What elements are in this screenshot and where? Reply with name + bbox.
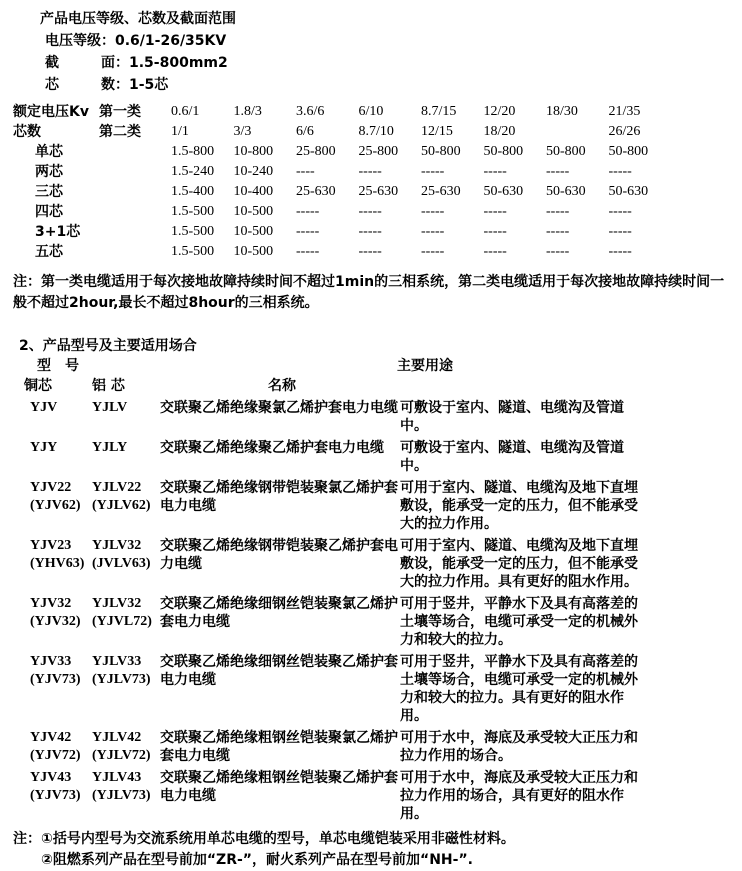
copper-model: YJV22 — [30, 480, 72, 495]
vt-cell: ----- — [483, 204, 507, 219]
vt-cell: ----- — [421, 164, 445, 179]
model-table-row — [0, 537, 742, 591]
aluminum-model: YJLV32 — [92, 596, 142, 611]
vt-cell: 6/10 — [358, 104, 384, 119]
header-name: 名称 — [268, 378, 296, 394]
aluminum-model-cell — [92, 729, 160, 765]
vt-row-label: 3+1芯 — [35, 224, 81, 240]
copper-model-cell — [30, 537, 92, 573]
vt-row-label: 两芯 — [35, 164, 63, 180]
copper-model: YJV23 — [30, 538, 72, 553]
vt-cell: 1.5-500 — [171, 204, 215, 219]
header-copper-core: 铜芯 — [24, 378, 52, 394]
vt-cell: ----- — [421, 244, 445, 259]
aluminum-model-variant: (YJLV72) — [92, 748, 151, 763]
vt-cell: 1.8/3 — [233, 104, 262, 119]
copper-model-cell — [30, 399, 92, 417]
aluminum-model-variant: (JVLV63) — [92, 556, 151, 571]
vt-class-label: 第二类 — [99, 124, 141, 140]
vt-cell: 25-800 — [358, 144, 399, 159]
vt-cell: ----- — [421, 204, 445, 219]
vt-cell: 21/35 — [608, 104, 641, 119]
product-name: 交联聚乙烯绝缘细钢丝铠装聚乙烯护套电力电缆 — [160, 654, 398, 688]
voltage-table — [0, 102, 742, 262]
vt-cell: 0.6/1 — [171, 104, 200, 119]
product-name: 交联聚乙烯绝缘细钢丝铠装聚氯乙烯护套电力电缆 — [160, 596, 398, 630]
vt-cell: ----- — [421, 224, 445, 239]
copper-model-cell — [30, 439, 92, 457]
header-model: 型 号 — [37, 358, 79, 374]
vt-cell: 10-500 — [233, 244, 274, 259]
aluminum-model: YJLV33 — [92, 654, 142, 669]
aluminum-model-variant: (YJLV62) — [92, 498, 151, 513]
footnote-item: ①括号内型号为交流系统用单芯电缆的型号，单芯电缆铠装采用非磁性材料。 — [41, 831, 515, 847]
copper-model-variant: (YHV63) — [30, 556, 85, 571]
voltage-table-row — [0, 222, 742, 242]
vt-cell: 50-630 — [483, 184, 524, 199]
vt-cell: 25-630 — [421, 184, 461, 199]
model-table-subheader — [0, 376, 742, 396]
copper-model-variant: (YJV32) — [30, 614, 81, 629]
model-table-row — [0, 653, 742, 725]
vt-cell: ----- — [546, 204, 570, 219]
product-name: 交联聚乙烯绝缘粗钢丝铠装聚乙烯护套电力电缆 — [160, 770, 398, 804]
vt-cell: ----- — [296, 224, 320, 239]
footnote-items — [41, 829, 515, 871]
copper-model-variant: (YJV73) — [30, 788, 81, 803]
main-use: 可用于竖井，平静水下及具有高落差的土壤等场合，电缆可承受一定的机械外力和较大的拉力。 — [400, 596, 638, 648]
copper-model: YJV33 — [30, 654, 72, 669]
aluminum-model-variant: (YJLV73) — [92, 788, 151, 803]
vt-cell: 1.5-240 — [171, 164, 215, 179]
vt-cell: ----- — [608, 204, 632, 219]
copper-model-variant: (YJV73) — [30, 672, 81, 687]
aluminum-model-cell — [92, 439, 160, 457]
class-note: 注：第一类电缆适用于每次接地故障持续时间不超过1min的三相系统，第二类电缆适用于每次接地故障持续时间一般不超过2hour,最长不超过8hour的三相系统。 — [13, 274, 725, 311]
aluminum-model-cell — [92, 653, 160, 689]
section1-title: 产品电压等级、芯数及截面范围 — [40, 11, 236, 27]
aluminum-model-variant: (YJVL72) — [92, 614, 152, 629]
model-table — [0, 399, 742, 823]
main-use: 可用于室内、隧道、电缆沟及地下直埋敷设，能承受一定的压力，但不能承受大的拉力作用。 — [400, 480, 638, 532]
main-use: 可用于水中，海底及承受较大正压力和拉力作用的场合，具有更好的阻水作用。 — [400, 770, 638, 822]
voltage-table-row — [0, 122, 742, 142]
model-table-row — [0, 399, 742, 435]
vt-row-label: 芯数 — [13, 124, 41, 140]
model-table-row — [0, 439, 742, 475]
voltage-table-row — [0, 162, 742, 182]
vt-row-label: 四芯 — [35, 204, 63, 220]
voltage-table-row — [0, 242, 742, 262]
vt-cell: 3.6/6 — [296, 104, 325, 119]
copper-model-variant: (YJV62) — [30, 498, 81, 513]
vt-row-label: 单芯 — [35, 144, 63, 160]
vt-cell: 1.5-400 — [171, 184, 215, 199]
copper-model-cell — [30, 653, 92, 689]
copper-model-cell — [30, 769, 92, 805]
main-use: 可用于室内、隧道、电缆沟及地下直埋敷设，能承受一定的压力，但不能承受大的拉力作用。具有更好的阻水作用。 — [400, 538, 638, 590]
spec-line: 截 面：1.5-800mm2 — [45, 55, 228, 71]
vt-cell: 10-800 — [233, 144, 274, 159]
vt-cell: 3/3 — [233, 124, 252, 139]
main-use: 可敷设于室内、隧道、电缆沟及管道中。 — [400, 400, 624, 434]
vt-cell: ----- — [358, 204, 382, 219]
aluminum-model: YJLV — [92, 400, 128, 415]
vt-row-label: 三芯 — [35, 184, 63, 200]
vt-cell: 1.5-500 — [171, 224, 215, 239]
vt-cell: ----- — [296, 244, 320, 259]
vt-cell: 12/15 — [421, 124, 453, 139]
vt-cell: 10-500 — [233, 204, 274, 219]
aluminum-model-variant: (YJLV73) — [92, 672, 151, 687]
header-aluminum-core: 铝 芯 — [92, 378, 125, 394]
copper-model: YJV32 — [30, 596, 72, 611]
vt-cell: 26/26 — [608, 124, 641, 139]
vt-cell: 18/20 — [483, 124, 516, 139]
vt-cell: 10-240 — [233, 164, 274, 179]
aluminum-model: YJLV42 — [92, 730, 142, 745]
model-table-row — [0, 729, 742, 765]
vt-cell: ----- — [483, 224, 507, 239]
vt-cell: 10-400 — [233, 184, 274, 199]
vt-cell: 8.7/15 — [421, 104, 457, 119]
vt-cell: ----- — [608, 164, 632, 179]
vt-row-label: 五芯 — [35, 244, 63, 260]
aluminum-model-cell — [92, 769, 160, 805]
spec-lines — [45, 30, 742, 96]
vt-cell: ----- — [546, 164, 570, 179]
copper-model: YJV — [30, 400, 58, 415]
vt-cell: ---- — [296, 164, 315, 179]
vt-row-label: 额定电压Kv — [13, 104, 89, 120]
vt-cell: 25-630 — [358, 184, 399, 199]
vt-cell: 10-500 — [233, 224, 274, 239]
vt-cell: ----- — [483, 244, 507, 259]
vt-cell: 50-800 — [608, 144, 649, 159]
footnote-item: ②阻燃系列产品在型号前加“ZR-”，耐火系列产品在型号前加“NH-”. — [41, 852, 473, 868]
header-main-use: 主要用途 — [397, 358, 453, 374]
section2-title: 2、产品型号及主要适用场合 — [19, 338, 197, 354]
vt-cell: 25-800 — [296, 144, 336, 159]
vt-cell: ----- — [358, 164, 382, 179]
main-use: 可敷设于室内、隧道、电缆沟及管道中。 — [400, 440, 624, 474]
product-name: 交联聚乙烯绝缘聚乙烯护套电力电缆 — [160, 440, 384, 456]
copper-model: YJV43 — [30, 770, 72, 785]
vt-cell: ----- — [358, 224, 382, 239]
vt-cell: 8.7/10 — [358, 124, 394, 139]
voltage-table-row — [0, 102, 742, 122]
main-use: 可用于水中，海底及承受较大正压力和拉力作用的场合。 — [400, 730, 638, 764]
copper-model-cell — [30, 729, 92, 765]
main-use: 可用于竖井，平静水下及具有高落差的土壤等场合，电缆可承受一定的机械外力和较大的拉力。具有更好的阻水作用。 — [400, 654, 638, 724]
model-table-row — [0, 769, 742, 823]
aluminum-model: YJLV43 — [92, 770, 142, 785]
vt-cell: 50-630 — [546, 184, 586, 199]
vt-cell: 50-800 — [483, 144, 524, 159]
spec-line: 芯 数：1-5芯 — [45, 77, 169, 93]
spec-line: 电压等级：0.6/1-26/35KV — [45, 33, 227, 49]
vt-cell: ----- — [296, 204, 320, 219]
aluminum-model: YJLV32 — [92, 538, 142, 553]
vt-cell: 1/1 — [171, 124, 189, 139]
product-name: 交联聚乙烯绝缘聚氯乙烯护套电力电缆 — [160, 400, 398, 416]
vt-cell: 6/6 — [296, 124, 314, 139]
aluminum-model: YJLV22 — [92, 480, 142, 495]
vt-cell: ----- — [483, 164, 507, 179]
copper-model-variant: (YJV72) — [30, 748, 81, 763]
vt-cell: ----- — [608, 224, 632, 239]
vt-cell: ----- — [546, 244, 570, 259]
vt-cell: ----- — [546, 224, 570, 239]
voltage-table-row — [0, 142, 742, 162]
copper-model-cell — [30, 595, 92, 631]
copper-model: YJY — [30, 440, 58, 455]
vt-cell: 1.5-500 — [171, 244, 215, 259]
vt-cell: 18/30 — [546, 104, 578, 119]
product-name: 交联聚乙烯绝缘钢带铠装聚氯乙烯护套电力电缆 — [160, 480, 398, 514]
aluminum-model: YJLY — [92, 440, 128, 455]
header-spacer — [402, 376, 742, 396]
vt-cell: 25-630 — [296, 184, 336, 199]
vt-cell: ----- — [358, 244, 382, 259]
vt-cell: ----- — [608, 244, 632, 259]
vt-class-label: 第一类 — [99, 104, 141, 120]
model-table-row — [0, 595, 742, 649]
vt-cell: 1.5-800 — [171, 144, 215, 159]
model-table-row — [0, 479, 742, 533]
vt-cell: 50-630 — [608, 184, 649, 199]
footnote-prefix: 注： — [13, 831, 41, 847]
footnotes — [13, 829, 742, 871]
vt-cell: 50-800 — [421, 144, 461, 159]
aluminum-model-cell — [92, 479, 160, 515]
copper-model-cell — [30, 479, 92, 515]
copper-model: YJV42 — [30, 730, 72, 745]
vt-cell: 50-800 — [546, 144, 586, 159]
product-name: 交联聚乙烯绝缘粗钢丝铠装聚氯乙烯护套电力电缆 — [160, 730, 398, 764]
model-table-header — [0, 356, 742, 376]
vt-cell: 12/20 — [483, 104, 516, 119]
voltage-table-row — [0, 202, 742, 222]
aluminum-model-cell — [92, 399, 160, 417]
aluminum-model-cell — [92, 595, 160, 631]
product-name: 交联聚乙烯绝缘钢带铠装聚乙烯护套电力电缆 — [160, 538, 398, 572]
voltage-table-row — [0, 182, 742, 202]
aluminum-model-cell — [92, 537, 160, 573]
